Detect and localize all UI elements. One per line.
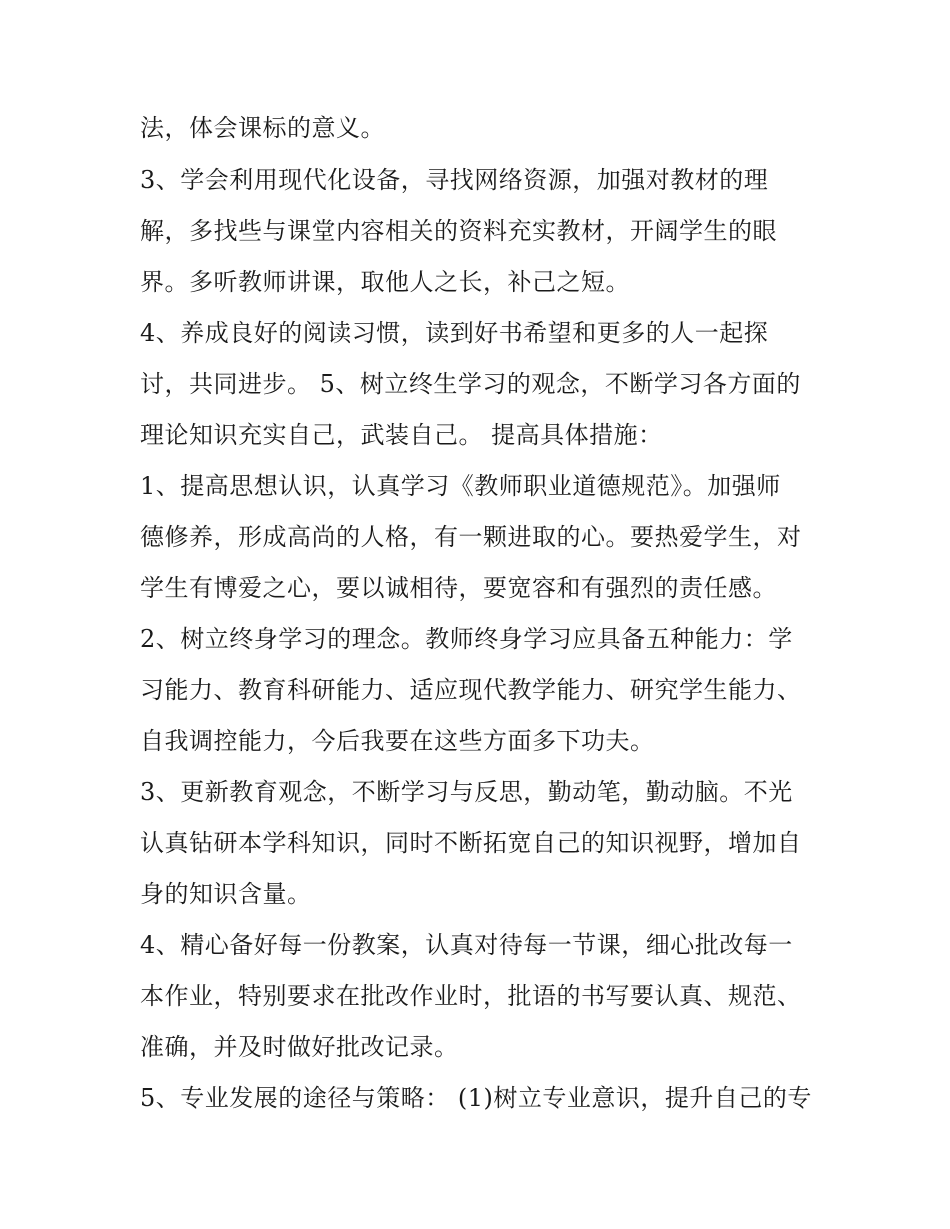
text-line-13: 自我调控能力，今后我要在这些方面多下功夫。 <box>140 727 655 755</box>
text-line-17: 4、精心备好每一份教案，认真对待每一节课，细心批改每一 <box>140 931 793 959</box>
text-line-3: 解，多找些与课堂内容相关的资料充实教材，开阔学生的眼 <box>140 217 777 245</box>
text-line-15: 认真钻研本学科知识，同时不断拓宽自己的知识视野，增加自 <box>140 829 802 857</box>
text-line-5: 4、养成良好的阅读习惯，读到好书希望和更多的人一起探 <box>140 319 769 347</box>
text-line-11: 2、树立终身学习的理念。教师终身学习应具备五种能力：学 <box>140 625 793 653</box>
text-line-7: 理论知识充实自己，武装自己。 提高具体措施： <box>140 421 663 449</box>
text-line-14: 3、更新教育观念，不断学习与反思，勤动笔，勤动脑。不光 <box>140 778 793 806</box>
text-line-2: 3、学会利用现代化设备，寻找网络资源，加强对教材的理 <box>140 166 769 194</box>
text-line-9: 德修养，形成高尚的人格，有一颗进取的心。要热爱学生，对 <box>140 523 802 551</box>
text-line-20: 5、专业发展的途径与策略： (1)树立专业意识，提升自己的专 <box>140 1084 812 1112</box>
text-line-18: 本作业，特别要求在批改作业时，批语的书写要认真、规范、 <box>140 982 802 1010</box>
text-line-12: 习能力、教育科研能力、适应现代教学能力、研究学生能力、 <box>140 676 802 704</box>
text-line-8: 1、提高思想认识，认真学习《教师职业道德规范》。加强师 <box>140 472 781 500</box>
text-line-19: 准确，并及时做好批改记录。 <box>140 1033 459 1061</box>
text-line-16: 身的知识含量。 <box>140 880 312 908</box>
text-line-1: 法，体会课标的意义。 <box>140 114 385 142</box>
text-line-10: 学生有博爱之心，要以诚相待，要宽容和有强烈的责任感。 <box>140 574 777 602</box>
text-line-6: 讨，共同进步。 5、树立终生学习的观念，不断学习各方面的 <box>140 370 801 398</box>
text-line-4: 界。多听教师讲课，取他人之长，补己之短。 <box>140 268 630 296</box>
